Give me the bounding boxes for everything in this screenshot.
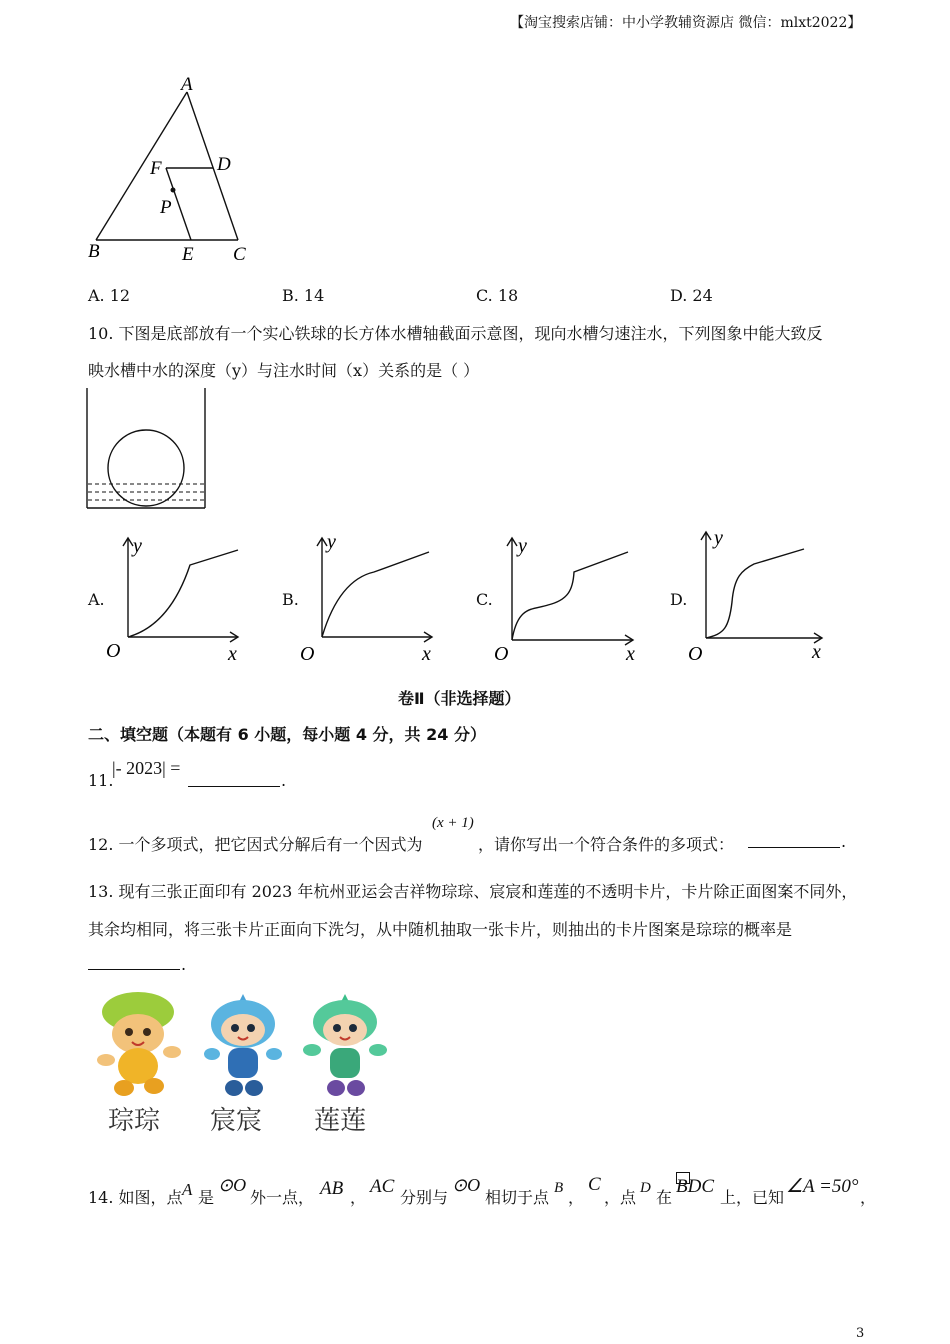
label-a: A bbox=[181, 74, 193, 95]
q12-text-b: ，请你写出一个符合条件的多项式： bbox=[478, 835, 735, 854]
graph-option-d bbox=[684, 522, 834, 662]
q14-ac: AC bbox=[370, 1176, 395, 1197]
graph-option-b bbox=[294, 530, 444, 665]
q10-option-c-label: C. bbox=[476, 590, 493, 609]
q14-part2: 是 bbox=[198, 1188, 215, 1207]
q14-part4: 分别与 bbox=[400, 1188, 449, 1207]
axis-x-c: x bbox=[626, 643, 635, 665]
fill-section-title: 二、填空题（本题有 6 小题，每小题 4 分，共 24 分） bbox=[88, 725, 486, 744]
q11-number: 11. bbox=[88, 771, 114, 790]
graph-option-a bbox=[100, 530, 250, 665]
q13-line1: 13. 现有三张正面印有 2023 年杭州亚运会吉祥物琮琮、宸宸和莲莲的不透明卡片，卡片除正面图案不同外， bbox=[88, 882, 858, 901]
q12-answer-blank[interactable] bbox=[748, 831, 840, 848]
q14-part6: ，点 bbox=[604, 1188, 637, 1207]
label-b: B bbox=[88, 241, 100, 262]
axis-y-d: y bbox=[714, 527, 723, 549]
q11-end: . bbox=[281, 771, 287, 790]
q12-text-a: 12. 一个多项式，把它因式分解后有一个因式为 bbox=[88, 835, 423, 854]
q13-line2: 其余均相同，将三张卡片正面向下洗匀，从中随机抽取一张卡片，则抽出的卡片图案是琮琮的概率是 bbox=[88, 920, 793, 939]
q9-option-b: B. 14 bbox=[282, 286, 325, 305]
mascot-label-chenchen: 宸宸 bbox=[210, 1106, 263, 1136]
origin-a: O bbox=[106, 640, 121, 662]
q12-factor: (x + 1) bbox=[432, 815, 474, 831]
label-f: F bbox=[150, 158, 162, 179]
q14-point-b: B bbox=[554, 1180, 564, 1196]
q10-option-a-label: A. bbox=[88, 590, 105, 609]
mascot-chenchen-image bbox=[198, 990, 288, 1100]
q14-point-c: C bbox=[588, 1174, 601, 1195]
axis-y-a: y bbox=[133, 535, 142, 557]
axis-x-b: x bbox=[422, 643, 431, 665]
origin-b: O bbox=[300, 643, 315, 665]
axis-y-c: y bbox=[518, 535, 527, 557]
q14-angle: ∠A =50° bbox=[786, 1176, 859, 1197]
q11-answer-blank[interactable] bbox=[188, 770, 280, 787]
q14-ab: AB bbox=[320, 1178, 344, 1199]
q14-part5: 相切于点 bbox=[485, 1188, 550, 1207]
q12-end: . bbox=[841, 832, 847, 851]
q14-arc-bdc: BDC bbox=[676, 1176, 714, 1197]
mascot-congcong-image bbox=[88, 990, 193, 1100]
page-header: 【淘宝搜索店铺：中小学教辅资源店 微信：mlxt2022】 bbox=[510, 15, 862, 31]
label-e: E bbox=[182, 244, 194, 265]
label-p: P bbox=[160, 197, 172, 218]
mascot-lianlian-image bbox=[300, 990, 390, 1100]
q14-part8: 上，已知 bbox=[720, 1188, 785, 1207]
q9-option-d: D. 24 bbox=[670, 286, 713, 305]
label-d: D bbox=[217, 154, 231, 175]
q14-point-a: A bbox=[182, 1180, 193, 1199]
q14-part1: 14. 如图，点 bbox=[88, 1188, 183, 1207]
q9-option-a: A. 12 bbox=[88, 286, 131, 305]
q13-answer-blank[interactable] bbox=[88, 953, 180, 970]
mascot-label-congcong: 琮琮 bbox=[108, 1106, 161, 1136]
q14-circle-o: ⊙O bbox=[218, 1175, 247, 1195]
q10-line2: 映水槽中水的深度（y）与注水时间（x）关系的是（ ） bbox=[88, 361, 480, 380]
q10-line1: 10. 下图是底部放有一个实心铁球的长方体水槽轴截面示意图，现向水槽匀速注水，下列图象中能大致反 bbox=[88, 324, 823, 343]
axis-x-a: x bbox=[228, 643, 237, 665]
q14-comma3: ， bbox=[860, 1188, 877, 1207]
label-c: C bbox=[233, 244, 246, 265]
q11-expression: |- 2023| = bbox=[112, 758, 181, 778]
q14-point-d: D bbox=[640, 1180, 651, 1196]
graph-option-c bbox=[488, 530, 643, 665]
q10-option-b-label: B. bbox=[282, 590, 299, 609]
q14-comma2: ， bbox=[568, 1188, 585, 1207]
mascot-label-lianlian: 莲莲 bbox=[314, 1106, 367, 1136]
q14-part7: 在 bbox=[656, 1188, 673, 1207]
q14-comma1: ， bbox=[350, 1188, 367, 1207]
q13-end: . bbox=[181, 955, 187, 974]
q14-part3: 外一点， bbox=[250, 1188, 315, 1207]
page-number: 3 bbox=[856, 1326, 865, 1341]
axis-x-d: x bbox=[812, 641, 821, 662]
q9-option-c: C. 18 bbox=[476, 286, 519, 305]
triangle-figure bbox=[80, 70, 270, 270]
volume-title: 卷Ⅱ（非选择题） bbox=[398, 689, 521, 708]
water-tank-figure bbox=[84, 386, 210, 514]
point-p bbox=[171, 188, 176, 193]
origin-d: O bbox=[688, 643, 703, 662]
origin-c: O bbox=[494, 643, 509, 665]
q10-option-d-label: D. bbox=[670, 590, 688, 609]
axis-y-b: y bbox=[327, 531, 336, 553]
q14-circle-o-2: ⊙O bbox=[452, 1175, 481, 1195]
